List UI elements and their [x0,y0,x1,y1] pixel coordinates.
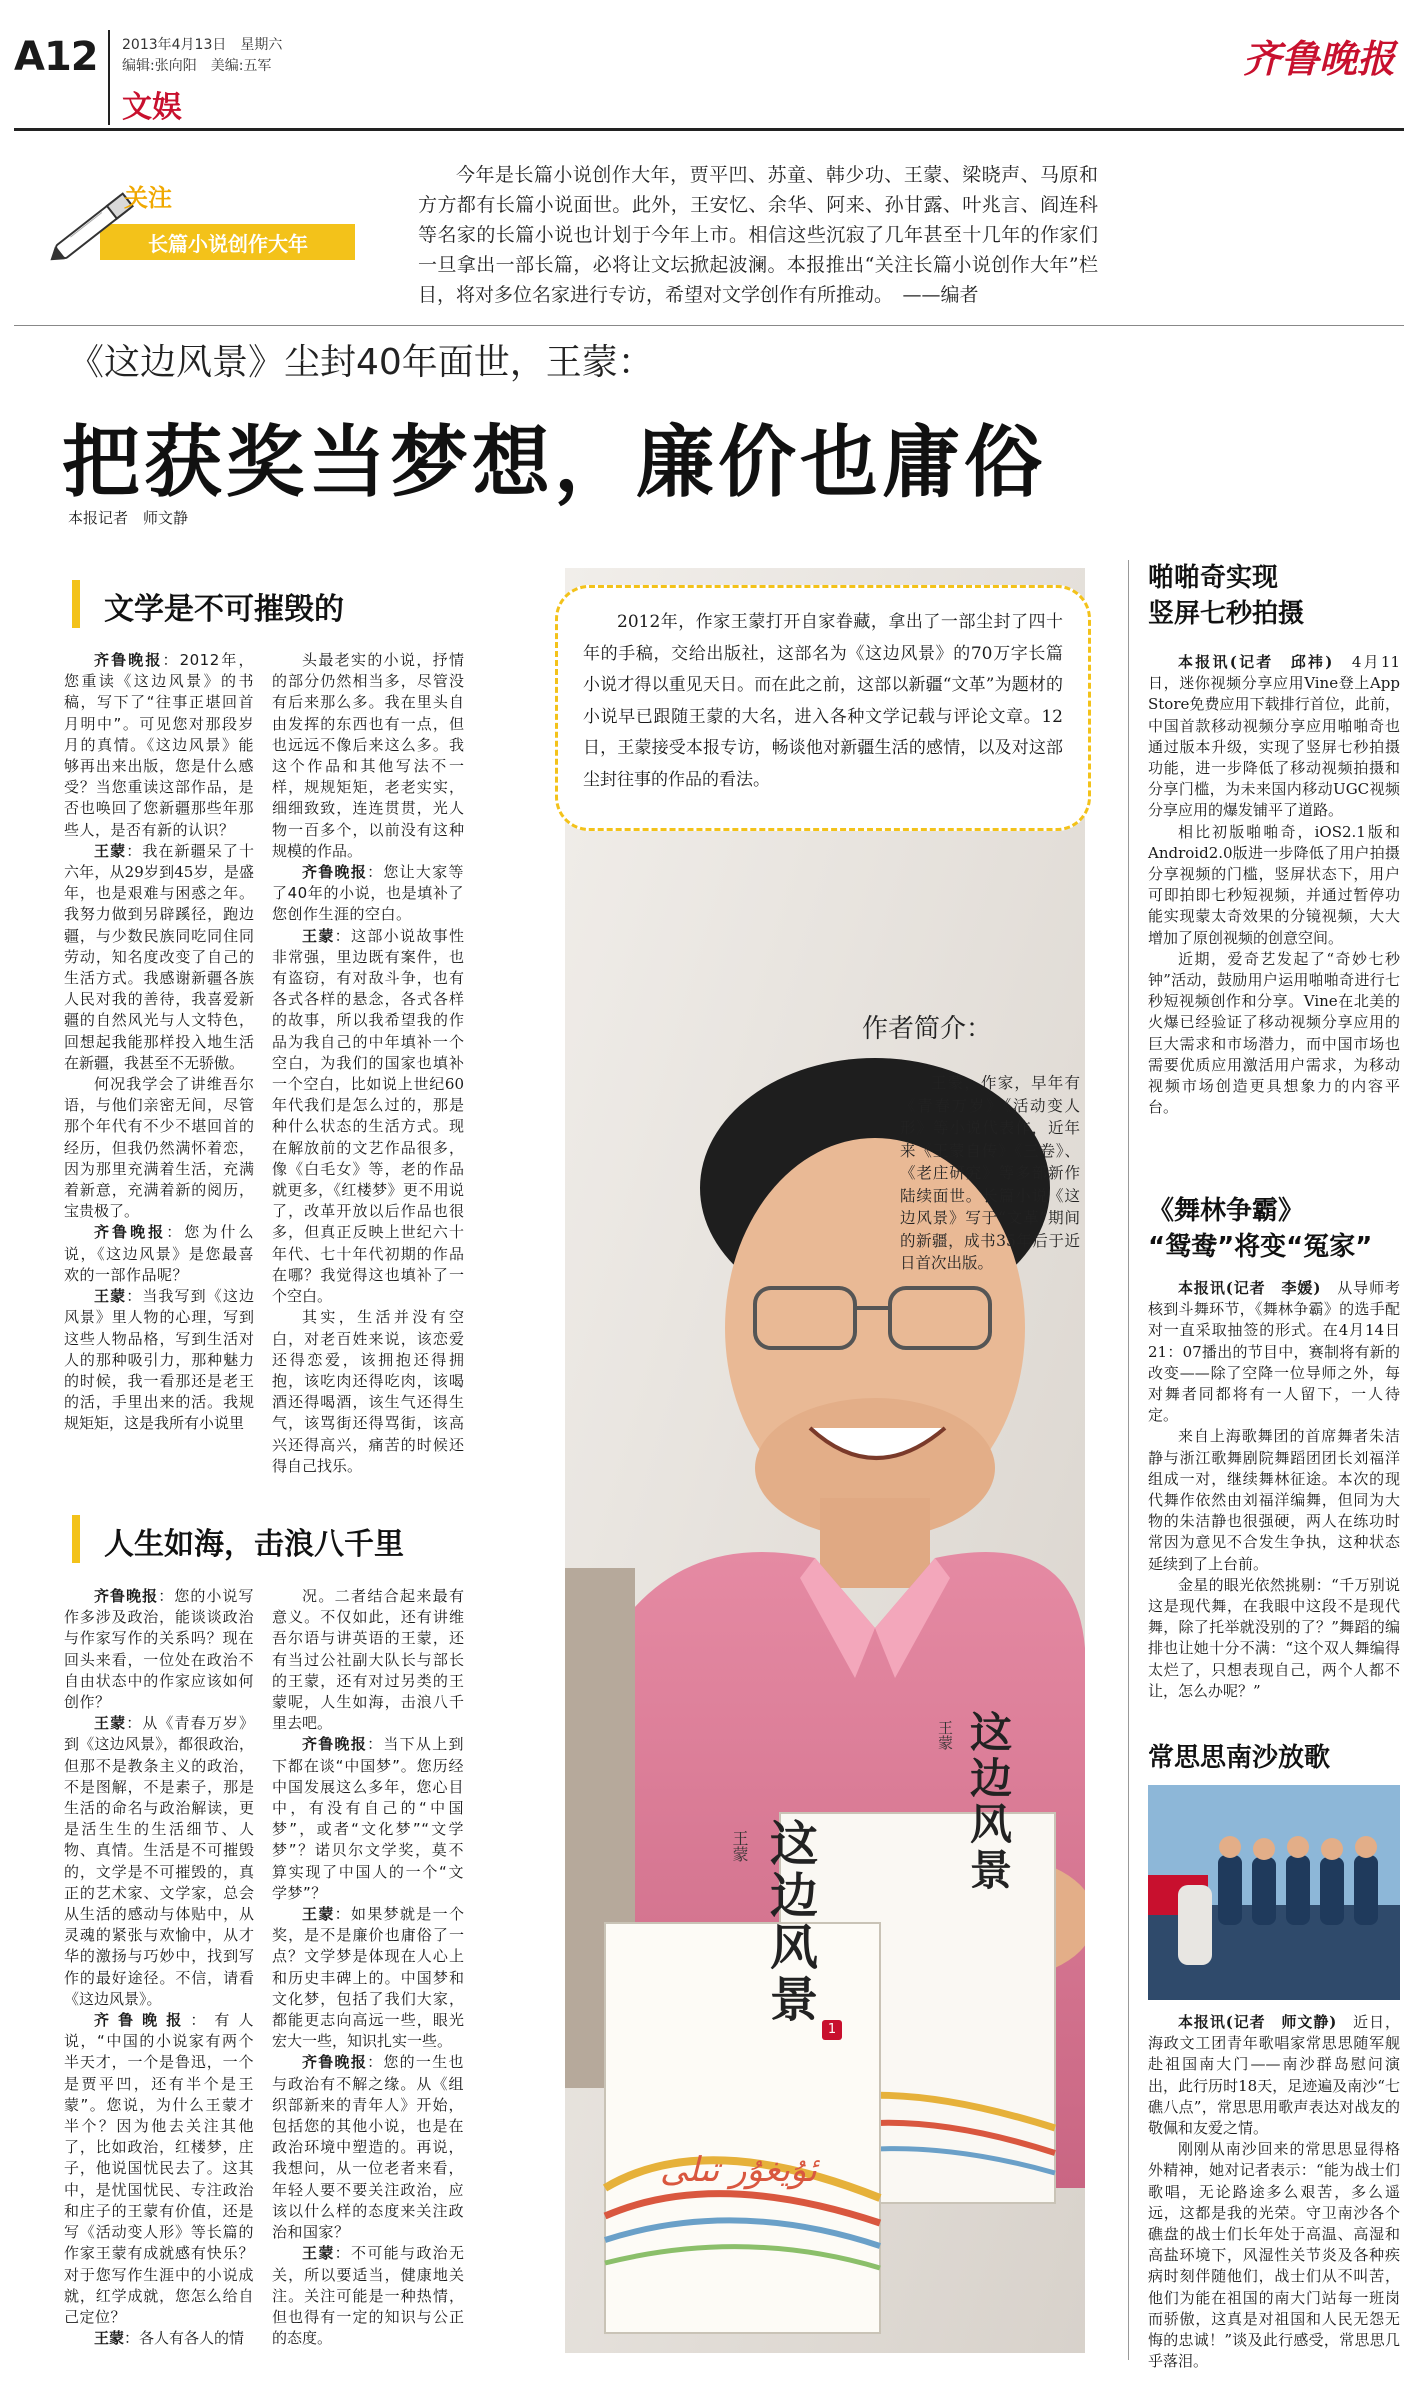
paragraph-text: ：不可能与政治无关，所以要适当，健康地关注。关注可能是一种热情，但也得有一定的知识与公正的态度。 [272,2244,464,2348]
dateline: 本报讯(记者 李媛) [1178,1279,1338,1297]
paragraph-text: ：2012年，您重读《这边风景》的书稿，写下了“往事正堪回首月明中”。可见您对那段岁月的真情。《这边风景》能够再出来出版，您是什么感受？当您重读这部作品，是否也唤回了您新疆那些年那些人，是否有新的认识？ [64,651,254,839]
article-paragraph [64,1586,254,1713]
section-title-2: 人生如海，击浪八千里 [104,1527,404,1562]
article-paragraph [272,1586,464,1734]
speaker-label: 齐鲁晚报 [94,2011,191,2030]
article-paragraph [272,650,464,862]
newspaper-logo: 齐鲁晚报 [1242,36,1395,81]
page-number: A12 [14,34,98,80]
article-paragraph [272,1307,464,1477]
paragraph-text: 4月11日，迷你视频分享应用Vine登上App Store免费应用下载排行首位，此前，中国首款移动视频分享应用啪啪奇也通过版本升级，实现了竖屏七秒拍摄功能，进一步降低了移动视频拍摄和分享门槛，为未来国内移动UGC视频分享应用的爆发铺平了道路。 [1148,653,1400,820]
brief-paragraph [1148,949,1400,1119]
paragraph-text: 何况我学会了讲维吾尔语，与他们亲密无间，尽管那个年代有不少不堪回首的经历，但我仍然满怀着恋，因为那里充满着生活，充满着新意，充满着新的阅历，宝贵极了。 [64,1075,254,1221]
section-marker [72,1515,80,1563]
brief-headline-1-line2: 竖屏七秒拍摄 [1148,599,1305,629]
dateline: 本报讯(记者 师文静) [1178,2013,1354,2031]
paragraph-text: ：您的小说写作多涉及政治，能谈谈政治与作家写作的关系吗？现在回头来看，一位处在政治不自由状态中的作家应该如何创作？ [64,1587,254,1712]
article-paragraph [64,2328,254,2349]
paragraph-text: ：您让大家等了40年的小说，也是填补了您创作生涯的空白。 [272,863,464,924]
article-paragraph [64,650,254,841]
speaker-label: 齐鲁晚报 [94,1223,167,1242]
author-bio-text: 王蒙，作家，早年有《青春万岁》《活动变人形》等小说代表作，近年来《王蒙自传》《三卷》、《老庄研究》等多部新作陆续面世。长篇小说《这边风景》写于“文革”期间的新疆，成书35年后于近日首次出版。 [900,1074,1080,1272]
paragraph-text: ：这部小说故事性非常强，里边既有案件，也有盗窃，有对敌斗争，也有各式各样的悬念，各式各样的故事，所以我希望我的作品为我自己的中年填补一个空白，为我们的国家也填补一个空白，比如说上世纪60年代我们是怎么过的，那是种什么状态的生活方式。现在解放前的文艺作品很多，像《白毛女》等，老的作品就更多，《红楼梦》更不用说了，改革开放以后作品也很多，但真正反映上世纪六十年代、七十年代初期的作品在哪？我觉得这也填补了一个空白。 [272,926,464,1306]
speaker-label: 齐鲁晚报 [94,651,163,669]
paragraph-text: ：当下从上到下都在谈“中国梦”。您历经中国发展这么多年，您心目中，有没有自己的“中国梦”，或者“文化梦”“文学梦”？诺贝尔文学奖，莫不算实现了中国人的一个“文学梦”？ [272,1735,464,1902]
speaker-label: 王蒙 [94,1714,127,1733]
paragraph-text: 金星的眼光依然挑剔：“千万别说这是现代舞，在我眼中这段不是现代舞，除了托举就没别的了？”舞蹈的编排也让她十分不满：“这个双人舞编得太烂了，只想表现自己，两个人都不让，怎么办呢？” [1148,1575,1400,1700]
article-paragraph [64,1074,254,1222]
speaker-label: 王蒙 [302,1905,335,1924]
paragraph-text: 刚刚从南沙回来的常思思显得格外精神，她对记者表示：“能为战士们歌唱，无论路途多么艰苦，多么遥远，这都是我的光荣。守卫南沙各个礁盘的战士们长年处于高温、高湿和高盐环境下，风湿性关节炎及各种疾病时刻伴随他们，战士们从不叫苦，他们为能在祖国的南大门站每一班岗而骄傲，这真是对祖国和人民无怨无悔的忠诚！”谈及此行感受，常思思几乎落泪。 [1148,2140,1400,2371]
navy-performance-photo [1148,1785,1400,2000]
article-column-1 [64,650,254,1435]
paragraph-text: ：有人说，“中国的小说家有两个半天才，一个是鲁迅，一个是贾平凹，还有半个是王蒙”。您说，为什么王蒙才半个？因为他去关注其他了，比如政治，红楼梦，庄子，他说国忧民去了。这其中，是忧国忧民、专注政治和庄子的王蒙有价值，还是写《活动变人形》等长篇的作家王蒙有成就感有快乐？对于您写作生涯中的小说成就，红学成就，您怎么给自己定位？ [64,2011,254,2326]
paragraph-text: 头最老实的小说，抒情的部分仍然相当多，尽管没有后来那么多。我在里头自由发挥的东西也有一点，但也远远不像后来这么多。我这个作品和其他写法不一样，规规矩矩，老老实实，细细致致，连连贯贯，光人物一百多个，以前没有这种规模的作品。 [272,651,464,860]
brief-paragraph [1148,2139,1400,2372]
article-paragraph [272,862,464,926]
article-paragraph [64,2010,254,2328]
paragraph-text: 近日，海政文工团青年歌唱家常思思随军舰赴祖国南大门——南沙群岛慰问演出，此行历时18天，足迹遍及南沙“七礁八点”，常思思用歌声表达对战友的敬佩和友爱之情。 [1148,2013,1400,2138]
paragraph-text: ：当我写到《这边风景》里人物的心理，写到这些人物品格，写到生活对人的那种吸引力，那种魅力的时候，我一看那还是老王的活，手里出来的活。我规规矩矩，这是我所有小说里 [64,1287,254,1433]
speaker-label: 王蒙 [302,926,335,945]
author-bio-title: 作者简介： [862,1014,993,1044]
speaker-label: 齐鲁晚报 [302,1735,368,1754]
article-column-4 [272,1586,464,2349]
book-author-front: 王蒙 [730,1830,749,1862]
speaker-label: 齐鲁晚报 [302,2053,368,2072]
paragraph-text: ：从《青春万岁》到《这边风景》，都很政治，但那不是教条主义的政治，不是图解，不是素子，那是生活的命名与政治解读，更是活生生的生活细节、人物、真情。生活是不可摧毁的，文学是不可摧毁的，真正的艺术家、文学家，总会从生活的感动与体贴中，从灵魂的紧张与欢愉中，从才华的激扬与巧妙中，找到写作的最好途径。不信，请看《这边风景》。 [64,1714,254,2008]
editor-credits: 编辑:张向阳 美编:五军 [122,58,272,74]
brief-paragraph [1148,1426,1400,1574]
intro-divider [14,325,1404,326]
article-paragraph [272,1904,464,2052]
paragraph-text: ：各人有各人的情 [124,2329,245,2348]
paragraph-text: ：您为什么说，《这边风景》是您最喜欢的一部作品呢？ [64,1223,254,1284]
brief-headline-2-line1: 《舞林争霸》 [1148,1196,1305,1226]
article-paragraph [272,926,464,1308]
brief-headline-1-line1: 啪啪奇实现 [1148,563,1279,593]
book-title-front: 这边风景 [770,1816,819,2028]
brief-paragraph [1148,2012,1400,2139]
focus-tag: 关注 [124,184,172,212]
sailors-illustration [1148,1785,1400,2000]
article-column-2 [272,650,464,1477]
brief-body-3 [1148,2012,1400,2372]
brief-headline-2-line2: “鸳鸯”将变“冤家” [1148,1232,1373,1262]
paragraph-text: 其实，生活并没有空白，对老百姓来说，该恋爱还得恋爱，该拥抱还得拥抱，该吃肉还得吃肉，该喝酒还得喝酒，该生气还得生气，该骂街还得骂街，该高兴还得高兴，痛苦的时候还得自己找乐。 [272,1308,464,1475]
article-paragraph [272,2243,464,2349]
paragraph-text: 从导师考核到斗舞环节，《舞林争霸》的选手配对一直采取抽签的形式。在4月14日21：07播出的节目中，赛制将有新的改变——除了空降一位导师之外，每对舞者同都将有一人留下，一人待定。 [1148,1279,1400,1425]
book-author-back: 王蒙 [936,1720,954,1750]
article-paragraph [272,1734,464,1904]
brief-body-2 [1148,1278,1400,1702]
brief-headline-3: 常思思南沙放歌 [1148,1743,1331,1773]
article-paragraph [64,1286,254,1434]
brief-paragraph [1148,1278,1400,1426]
speaker-label: 王蒙 [94,2329,125,2348]
brief-paragraph [1148,1575,1400,1702]
article-paragraph [64,1222,254,1286]
book-title-back: 这边风景 [970,1708,1013,1895]
byline: 本报记者 师文静 [68,509,189,527]
article-paragraph [64,1713,254,2010]
callout-text: 2012年，作家王蒙打开自家眷藏，拿出了一部尘封了四十年的手稿，交给出版社，这部名为《这边风景》的70万字长篇小说才得以重见天日。而在此之前，这部以新疆“文革”为题材的小说早已跟随王蒙的大名，进入各种文学记载与评论文章。12日，王蒙接受本报专访，畅谈他对新疆生活的感情，以及对这部尘封往事的作品的看法。 [583,612,1063,790]
header-divider [108,30,110,125]
focus-subtitle: 长篇小说创作大年 [148,232,308,256]
paragraph-text: ：您的一生也与政治有不解之缘。从《组织部新来的青年人》开始，包括您的其他小说，也是在政治环境中塑造的。再说，我想问，从一位老者来看，年轻人要不要关注政治，应该以什么样的态度来关注政治和国家？ [272,2053,464,2242]
book-cover-front [605,1923,880,2333]
header-rule [14,128,1404,131]
speaker-label: 王蒙 [302,2244,335,2263]
speaker-label: 王蒙 [94,841,127,860]
brief-body-1 [1148,652,1400,1118]
paragraph-text: 近期，爱奇艺发起了“奇妙七秒钟”活动，鼓励用户运用啪啪奇进行七秒短视频创作和分享。Vine在北美的火爆已经验证了移动视频分享应用的巨大需求和市场潜力，而中国市场也需要优质应用激活用户需求，为移动视频市场创造更具想象力的内容平台。 [1148,949,1400,1117]
speaker-label: 王蒙 [94,1287,127,1306]
paragraph-text: 来自上海歌舞团的首席舞者朱洁静与浙江歌舞剧院舞蹈团团长刘福洋组成一对，继续舞林征途。本次的现代舞作依然由刘福洋编舞，但同为大物的朱洁静也很强硬，两人在练功时常因为意见不合发生争执，这种状态延续到了上台前。 [1148,1427,1400,1573]
dateline: 本报讯(记者 邱祎) [1178,653,1352,671]
main-headline: 把获奖当梦想，廉价也庸俗 [62,418,1047,508]
brief-paragraph [1148,652,1400,822]
article-column-3 [64,1586,254,2349]
paragraph-text: ：我在新疆呆了十六年，从29岁到45岁，是盛年，也是艰难与困惑之年。我努力做到另辟蹊径，跑边疆，与少数民族同吃同住同劳动，知名度改变了自己的生活方式。我感谢新疆各族人民对我的善待，我喜爱新疆的自然风光与人文特色，回想起我能那样投入地生活在新疆，我甚至不无骄傲。 [64,841,254,1072]
paragraph-text: 相比初版啪啪奇，iOS2.1版和Android2.0版进一步降低了用户拍摄分享视频的门槛，竖屏状态下，用户可即拍即七秒短视频，并通过暂停功能实现蒙太奇效果的分镜视频，大大增加了原创视频的创意空间。 [1148,822,1400,947]
portrait-illustration [565,568,1085,2353]
column-divider [1128,560,1129,2360]
paragraph-text: 况。二者结合起来最有意义。不仅如此，还有讲维吾尔语与讲英语的王蒙，还有当过公社副大队长与部长的王蒙，还有对过另类的王蒙呢，人生如海，击浪八千里去吧。 [272,1587,464,1733]
article-paragraph [272,2052,464,2243]
column-intro: 今年是长篇小说创作大年，贾平凹、苏童、韩少功、王蒙、梁晓声、马原和方方都有长篇小说面世。此外，王安忆、余华、阿来、孙甘露、叶兆言、阎连科等名家的长篇小说也计划于今年上市。相信这些沉寂了几年甚至十几年的作家们一旦拿出一部长篇，必将让文坛掀起波澜。本报推出“关注长篇小说创作大年”栏目，将对多位名家进行专访，希望对文学创作有所推动。 ——编者 [418,164,1098,306]
speaker-label: 齐鲁晚报 [302,863,368,882]
section-name: 文娱 [122,90,182,125]
issue-date: 2013年4月13日 星期六 [122,37,283,53]
article-paragraph [64,841,254,1074]
brief-paragraph [1148,822,1400,949]
section-marker [72,580,80,628]
section-title-1: 文学是不可摧毁的 [104,592,344,627]
kicker-headline: 《这边风景》尘封40年面世，王蒙： [68,342,654,383]
brief-headline-2 [1148,1193,1372,1265]
book-uyghur-title: ئۇيغۇر تىلى [660,2150,818,2190]
brief-headline-1 [1148,560,1304,632]
paragraph-text: ：如果梦就是一个奖，是不是廉价也庸俗了一点？文学梦是体现在人心上和历史丰碑上的。中国梦和文化梦，包括了我们大家，都能更志向高远一些，眼光宏大一些，知识扎实一些。 [272,1905,464,2051]
speaker-label: 齐鲁晚报 [94,1587,159,1605]
author-photo [565,568,1085,2353]
book-volume-badge: 1 [822,2020,842,2040]
